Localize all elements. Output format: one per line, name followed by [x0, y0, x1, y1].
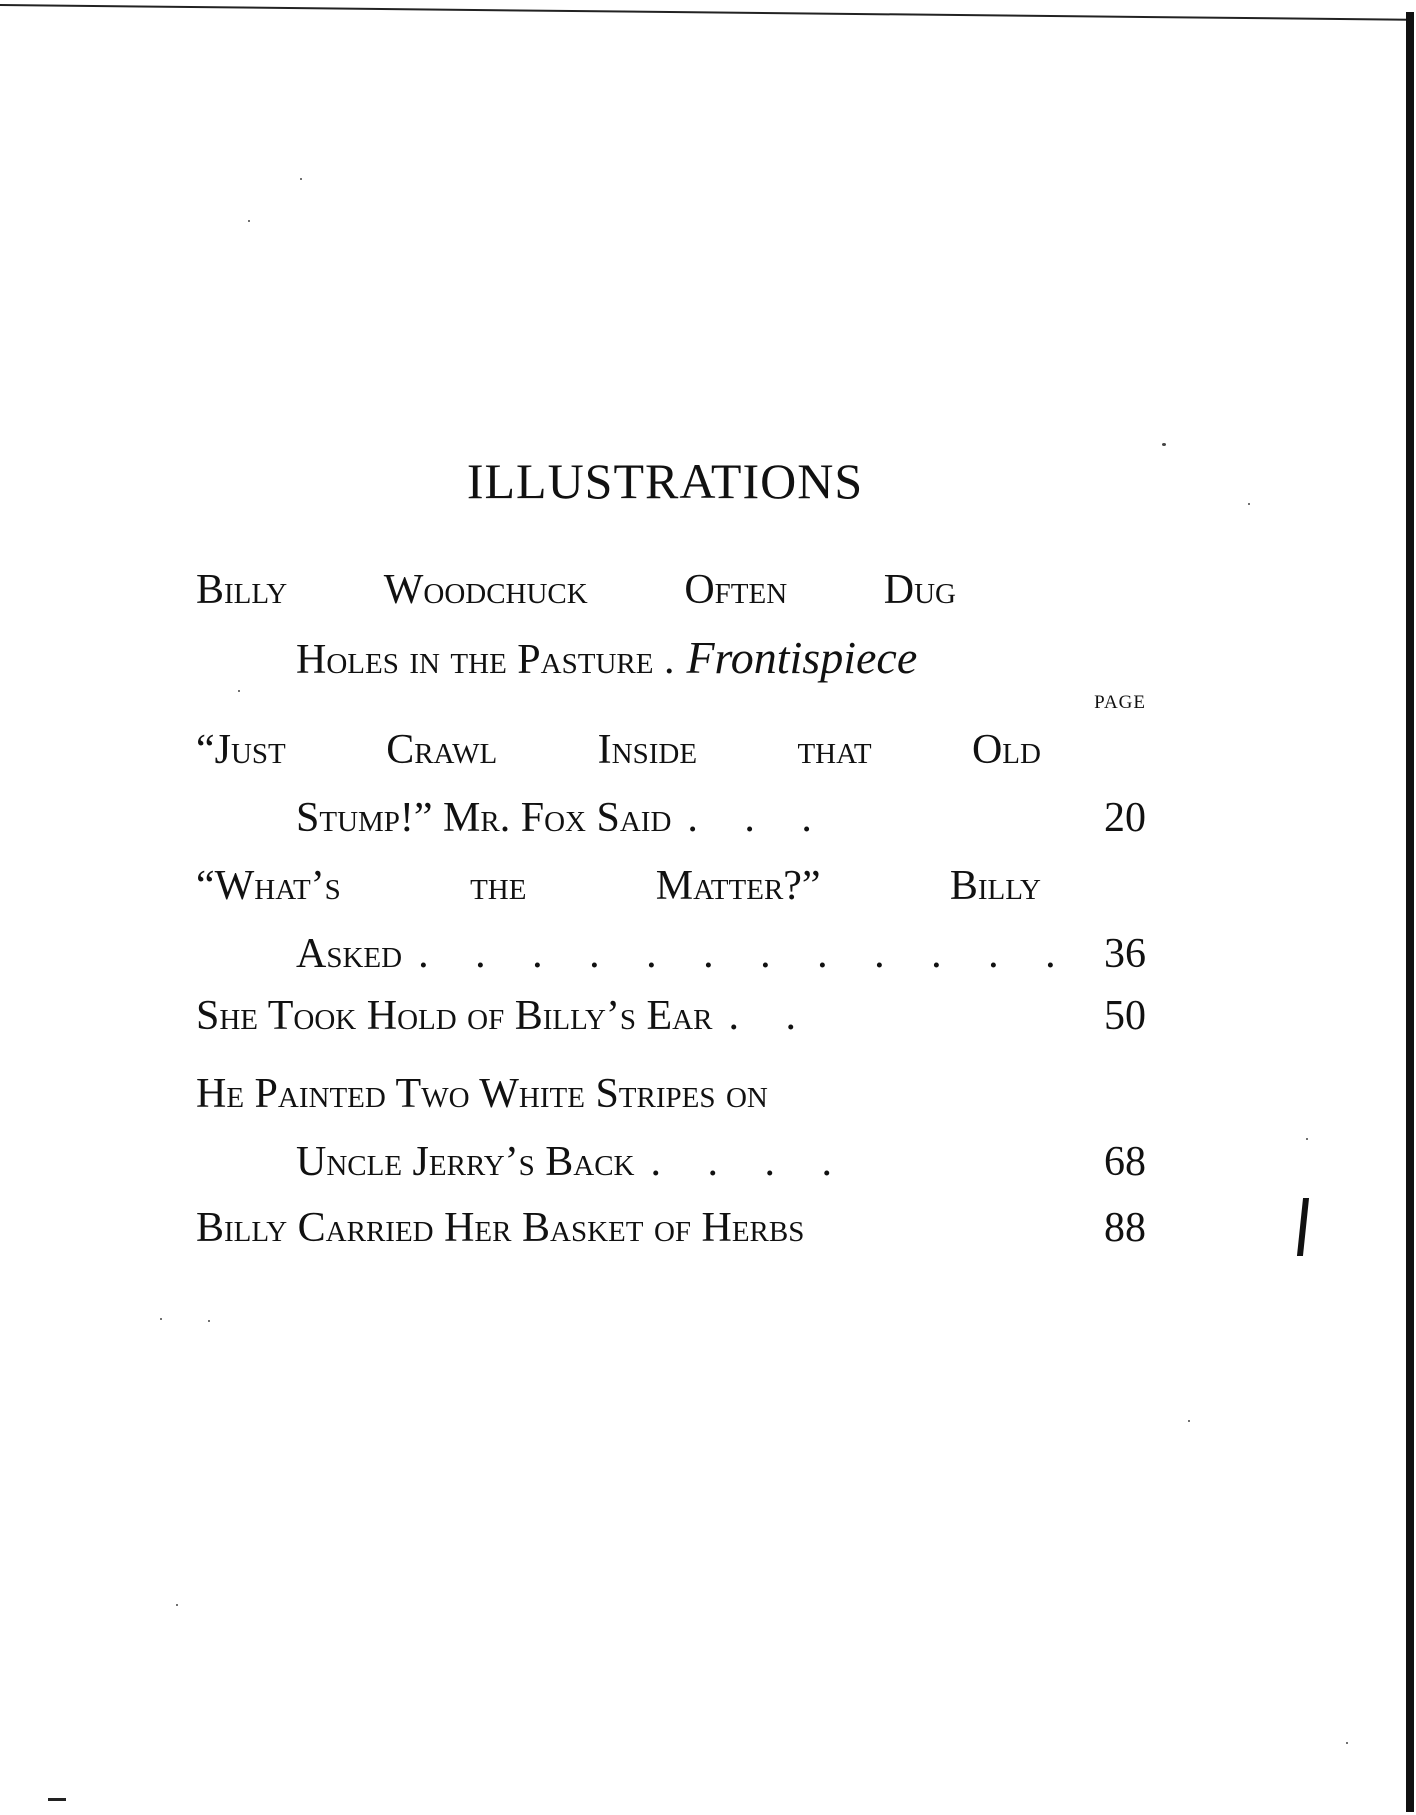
- dot-leaders: . . . . . . . . . . . .: [418, 931, 1074, 977]
- entry-line1: [196, 556, 956, 624]
- entry-word: Crawl: [386, 727, 498, 773]
- page-number: 68: [1104, 1139, 1146, 1185]
- entry-line2-text: Asked: [296, 931, 403, 977]
- page-title: ILLUSTRATIONS: [466, 453, 864, 509]
- illustration-entry: [196, 716, 1146, 852]
- illustration-entry: [196, 1194, 1146, 1262]
- entry-word: Dug: [883, 567, 956, 613]
- page-number: 20: [1104, 795, 1146, 841]
- illustration-entry: [196, 1060, 1146, 1196]
- entry-line2-text: Holes in the Pasture .: [296, 637, 675, 683]
- page-number: 36: [1104, 931, 1146, 977]
- entry-word: Woodchuck: [383, 567, 588, 613]
- entry-line2: [196, 624, 1146, 694]
- speck: [1346, 1742, 1348, 1744]
- ink-mark: [1297, 1198, 1309, 1256]
- entry-word: Matter?”: [655, 863, 821, 909]
- dot-leaders: . .: [728, 993, 814, 1039]
- entry-line1-text: She Took Hold of Billy’s Ear: [196, 993, 713, 1039]
- entry-line1-text: He Painted Two White Stripes on: [196, 1071, 768, 1117]
- dot-leaders: . . . .: [650, 1139, 850, 1185]
- entry-line1: [196, 852, 1041, 920]
- entry-line1: [196, 1194, 1041, 1262]
- entry-word: “What’s: [196, 863, 341, 909]
- entry-line1: [196, 716, 1041, 784]
- speck: [208, 1320, 210, 1322]
- entry-word: that: [797, 727, 872, 773]
- bottom-mark: [48, 1798, 66, 1801]
- page-number: 88: [1104, 1205, 1146, 1251]
- speck: [176, 1604, 178, 1606]
- entry-line1: [196, 1060, 1041, 1128]
- entry-word: Often: [684, 567, 788, 613]
- entry-line2-text: Uncle Jerry’s Back: [296, 1139, 635, 1185]
- speck: [1188, 1420, 1190, 1422]
- speck: [300, 178, 302, 180]
- frontispiece-marker: Frontispiece: [686, 632, 918, 683]
- page-right-edge: [1406, 12, 1414, 1812]
- entry-line2: [196, 784, 1146, 852]
- entry-line2: [196, 1128, 1146, 1196]
- entry-line2-text: Stump!” Mr. Fox Said: [296, 795, 672, 841]
- entry-line1-text: Billy Carried Her Basket of Herbs: [196, 1205, 805, 1251]
- entry-word: Billy: [949, 863, 1041, 909]
- entry-word: “Just: [196, 727, 286, 773]
- frontispiece-entry: [196, 556, 1146, 694]
- page-top-edge: [0, 4, 1410, 21]
- page-column-header: PAGE: [1094, 692, 1146, 713]
- speck: [1306, 1138, 1308, 1140]
- entry-line2: [196, 920, 1146, 988]
- speck: [1162, 443, 1166, 446]
- page-number: 50: [1104, 993, 1146, 1039]
- entry-word: Inside: [597, 727, 698, 773]
- entry-word: the: [470, 863, 527, 909]
- illustration-entry: [196, 982, 1146, 1050]
- illustration-entry: [196, 852, 1146, 988]
- dot-leaders: . . .: [687, 795, 830, 841]
- speck: [160, 1318, 162, 1320]
- entry-line1: [196, 982, 1046, 1050]
- entry-word: Old: [971, 727, 1041, 773]
- speck: [248, 220, 250, 222]
- entry-word: Billy: [196, 567, 288, 613]
